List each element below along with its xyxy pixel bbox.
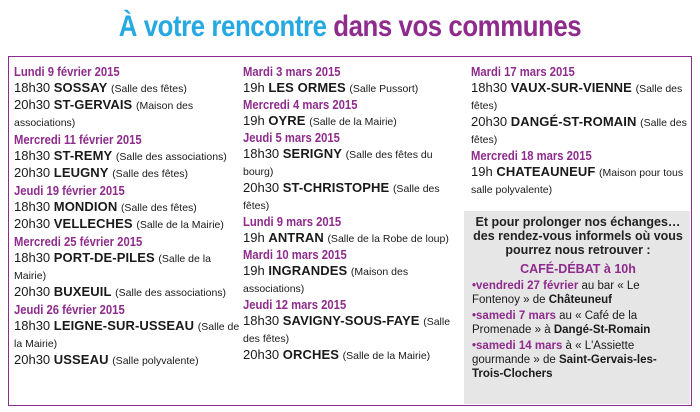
event-time: 19h <box>471 164 493 179</box>
date-heading: Jeudi 19 février 2015 <box>14 184 125 198</box>
event-place: (Salle des fêtes) <box>120 202 197 214</box>
page-title <box>49 10 651 44</box>
info-intro: Et pour prolonger nos échanges… des rendez-vous informels où vous pourrez nous retrouver : <box>473 215 683 257</box>
event-line <box>243 230 457 247</box>
event-line <box>243 347 457 364</box>
event-time: 20h30 <box>243 180 280 195</box>
event-line <box>243 180 457 214</box>
informal-meetings-box <box>464 211 690 404</box>
event-town: SOSSAY <box>53 80 108 95</box>
day-block <box>14 184 240 233</box>
event-town: MONDION <box>53 199 118 214</box>
event-place: (Salle Pussort) <box>349 83 419 95</box>
cafe-text: au « Café de la Promenade » à <box>472 310 638 336</box>
event-time: 18h30 <box>14 80 51 95</box>
cafe-debat-heading: CAFÉ-DÉBAT à 10h <box>520 262 636 276</box>
event-place: (Maison des associations) <box>243 266 409 295</box>
date-heading: Mercredi 11 février 2015 <box>14 133 142 147</box>
cafe-location: Dangé-St-Romain <box>553 324 651 336</box>
event-town: ST-GERVAIS <box>53 97 133 112</box>
cafe-location: Châteuneuf <box>548 294 612 306</box>
date-heading: Lundi 9 mars 2015 <box>243 215 342 229</box>
event-place: (Salle des fêtes) <box>112 168 189 180</box>
event-line <box>471 114 689 148</box>
event-place: (Salle des fêtes) <box>243 316 451 345</box>
event-time: 20h30 <box>14 352 51 367</box>
event-place: (Salle de la Mairie) <box>136 219 224 231</box>
schedule-column-2 <box>243 65 457 364</box>
event-town: ORCHES <box>282 347 339 362</box>
event-time: 18h30 <box>14 199 51 214</box>
event-time: 20h30 <box>14 97 51 112</box>
event-line <box>14 80 240 97</box>
event-town: DANGÉ-ST-ROMAIN <box>510 114 637 129</box>
event-time: 19h <box>243 263 265 278</box>
event-town: LEIGNE-SUR-USSEAU <box>53 318 195 333</box>
event-place: (Salle des fêtes) <box>471 117 687 146</box>
day-block <box>243 65 457 97</box>
event-time: 18h30 <box>14 148 51 163</box>
event-place: (Salle de la Mairie) <box>14 321 240 350</box>
event-line <box>471 164 689 198</box>
day-block <box>14 235 240 301</box>
event-town: SAVIGNY-SOUS-FAYE <box>282 313 420 328</box>
cafe-text: au bar « Le Fontenoy » de <box>472 280 640 306</box>
event-place: (Maison pour tous salle polyvalente) <box>471 167 684 196</box>
event-place: (Maison des associations) <box>14 100 194 129</box>
event-time: 20h30 <box>471 114 508 129</box>
date-heading: Jeudi 12 mars 2015 <box>243 298 347 312</box>
schedule-frame <box>8 56 692 406</box>
day-block <box>243 215 457 247</box>
day-block <box>243 298 457 364</box>
event-line <box>14 148 240 165</box>
event-town: INGRANDES <box>268 263 348 278</box>
date-heading: Mercredi 4 mars 2015 <box>243 98 358 112</box>
event-line <box>14 165 240 182</box>
event-town: PORT-DE-PILES <box>53 250 155 265</box>
event-town: SERIGNY <box>282 146 342 161</box>
date-heading: Jeudi 5 mars 2015 <box>243 131 340 145</box>
event-town: ST-CHRISTOPHE <box>282 180 390 195</box>
event-town: ANTRAN <box>268 230 324 245</box>
title-part-2: dans vos communes <box>333 10 582 43</box>
event-time: 19h <box>243 80 265 95</box>
event-town: VAUX-SUR-VIENNE <box>510 80 632 95</box>
date-heading: Mardi 17 mars 2015 <box>471 65 575 79</box>
event-line <box>14 318 240 352</box>
event-time: 20h30 <box>14 216 51 231</box>
bullet-icon: • <box>472 310 477 322</box>
event-place: (Salle de la Mairie) <box>342 350 431 362</box>
bullet-icon: • <box>472 280 477 292</box>
event-line <box>14 97 240 131</box>
event-town: BUXEUIL <box>53 284 112 299</box>
cafe-location: Saint-Gervais-les-Trois-Clochers <box>472 354 657 380</box>
bullet-icon: • <box>472 340 477 352</box>
day-block <box>243 98 457 130</box>
event-time: 19h <box>243 230 265 245</box>
day-block <box>14 65 240 131</box>
event-time: 20h30 <box>14 165 51 180</box>
event-time: 20h30 <box>14 284 51 299</box>
event-time: 18h30 <box>243 313 280 328</box>
cafe-item <box>472 309 684 337</box>
cafe-item <box>472 339 684 381</box>
event-place: (Salle de la Mairie) <box>14 253 211 282</box>
event-place: (Salle des fêtes) <box>243 183 440 212</box>
day-block <box>471 149 689 198</box>
event-place: (Salle des fêtes) <box>471 83 683 112</box>
event-town: USSEAU <box>53 352 109 367</box>
title-part-1: À votre rencontre <box>118 10 327 43</box>
event-line <box>14 216 240 233</box>
event-time: 18h30 <box>471 80 508 95</box>
day-block <box>14 303 240 369</box>
cafe-date: samedi 7 mars <box>476 310 556 322</box>
event-line <box>243 80 457 97</box>
day-block <box>243 131 457 214</box>
event-line <box>14 199 240 216</box>
event-place: (Salle polyvalente) <box>112 355 199 367</box>
cafe-date: samedi 14 mars <box>476 340 563 352</box>
event-line <box>243 146 457 180</box>
day-block <box>243 248 457 297</box>
date-heading: Mardi 3 mars 2015 <box>243 65 341 79</box>
date-heading: Mercredi 25 février 2015 <box>14 235 143 249</box>
date-heading: Mercredi 18 mars 2015 <box>471 149 592 163</box>
event-town: OYRE <box>268 113 306 128</box>
event-place: (Salle de la Mairie) <box>309 116 397 128</box>
event-time: 20h30 <box>243 347 280 362</box>
event-place: (Salle des fêtes) <box>111 83 187 95</box>
event-line <box>243 113 457 130</box>
date-heading: Lundi 9 février 2015 <box>14 65 120 79</box>
event-town: CHATEAUNEUF <box>496 164 596 179</box>
event-town: VELLECHES <box>53 216 133 231</box>
date-heading: Mardi 10 mars 2015 <box>243 248 347 262</box>
event-town: LES ORMES <box>268 80 346 95</box>
event-line <box>14 284 240 301</box>
schedule-column-3 <box>471 65 689 198</box>
event-line <box>14 352 240 369</box>
event-line <box>471 80 689 114</box>
event-time: 19h <box>243 113 265 128</box>
event-line <box>243 313 457 347</box>
event-town: ST-REMY <box>53 148 113 163</box>
event-line <box>243 263 457 297</box>
event-time: 18h30 <box>14 318 51 333</box>
event-town: LEUGNY <box>53 165 109 180</box>
event-place: (Salle des associations) <box>115 287 227 299</box>
cafe-text: à « L'Assiette gourmande » de <box>472 340 635 366</box>
event-line <box>14 250 240 284</box>
cafe-date: vendredi 27 février <box>476 280 579 292</box>
event-time: 18h30 <box>243 146 280 161</box>
day-block <box>471 65 689 148</box>
event-time: 18h30 <box>14 250 51 265</box>
day-block <box>14 133 240 182</box>
event-place: (Salle des fêtes du bourg) <box>243 149 433 178</box>
event-place: (Salle de la Robe de loup) <box>327 233 449 245</box>
event-place: (Salle des associations) <box>115 151 227 163</box>
cafe-item <box>472 279 684 307</box>
date-heading: Jeudi 26 février 2015 <box>14 303 125 317</box>
schedule-column-1 <box>14 65 240 369</box>
